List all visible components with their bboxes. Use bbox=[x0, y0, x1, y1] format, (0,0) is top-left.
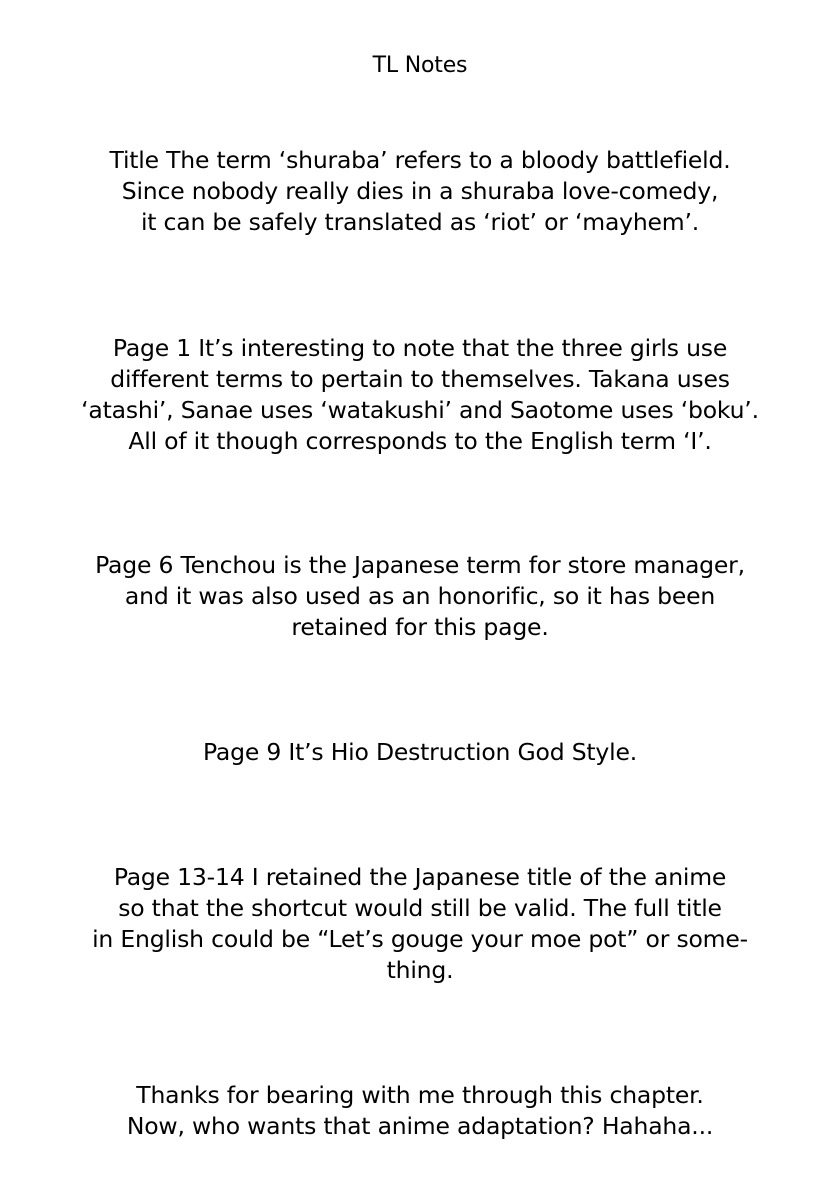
note-page-6 bbox=[0, 550, 840, 643]
note-line: retained for this page. bbox=[291, 613, 549, 641]
note-page-9 bbox=[0, 737, 840, 768]
note-line: ‘atashi’, Sanae uses ‘watakushi’ and Saotome uses ‘boku’. bbox=[81, 396, 759, 424]
note-line: Since nobody really dies in a shuraba love-comedy, bbox=[121, 177, 719, 205]
note-line: Page 13-14 I retained the Japanese title of the anime bbox=[113, 863, 727, 891]
note-line: so that the shortcut would still be valid. The full title bbox=[118, 894, 722, 922]
note-page-13-14 bbox=[0, 862, 840, 986]
page-title bbox=[0, 51, 840, 81]
closing-note bbox=[0, 1080, 840, 1142]
note-line: and it was also used as an honorific, so it has been bbox=[124, 582, 716, 610]
note-line: Title The term ‘shuraba’ refers to a bloody battlefield. bbox=[109, 146, 731, 174]
note-line: Page 1 It’s interesting to note that the three girls use bbox=[112, 334, 728, 362]
note-line: All of it though corresponds to the English term ‘I’. bbox=[128, 427, 712, 455]
note-line: Page 9 It’s Hio Destruction God Style. bbox=[202, 738, 637, 766]
note-line: Now, who wants that anime adaptation? Hahaha... bbox=[126, 1112, 714, 1140]
page-title-text: TL Notes bbox=[372, 53, 468, 78]
note-line: it can be safely translated as ‘riot’ or ‘mayhem’. bbox=[140, 208, 700, 236]
note-line: Page 6 Tenchou is the Japanese term for store manager, bbox=[95, 551, 745, 579]
note-page-1 bbox=[0, 333, 840, 457]
note-title-term bbox=[0, 145, 840, 238]
note-line: different terms to pertain to themselves. Takana uses bbox=[110, 365, 730, 393]
note-line: thing. bbox=[386, 956, 454, 984]
note-line: Thanks for bearing with me through this chapter. bbox=[136, 1081, 704, 1109]
note-line: in English could be “Let’s gouge your moe pot” or some- bbox=[92, 925, 748, 953]
